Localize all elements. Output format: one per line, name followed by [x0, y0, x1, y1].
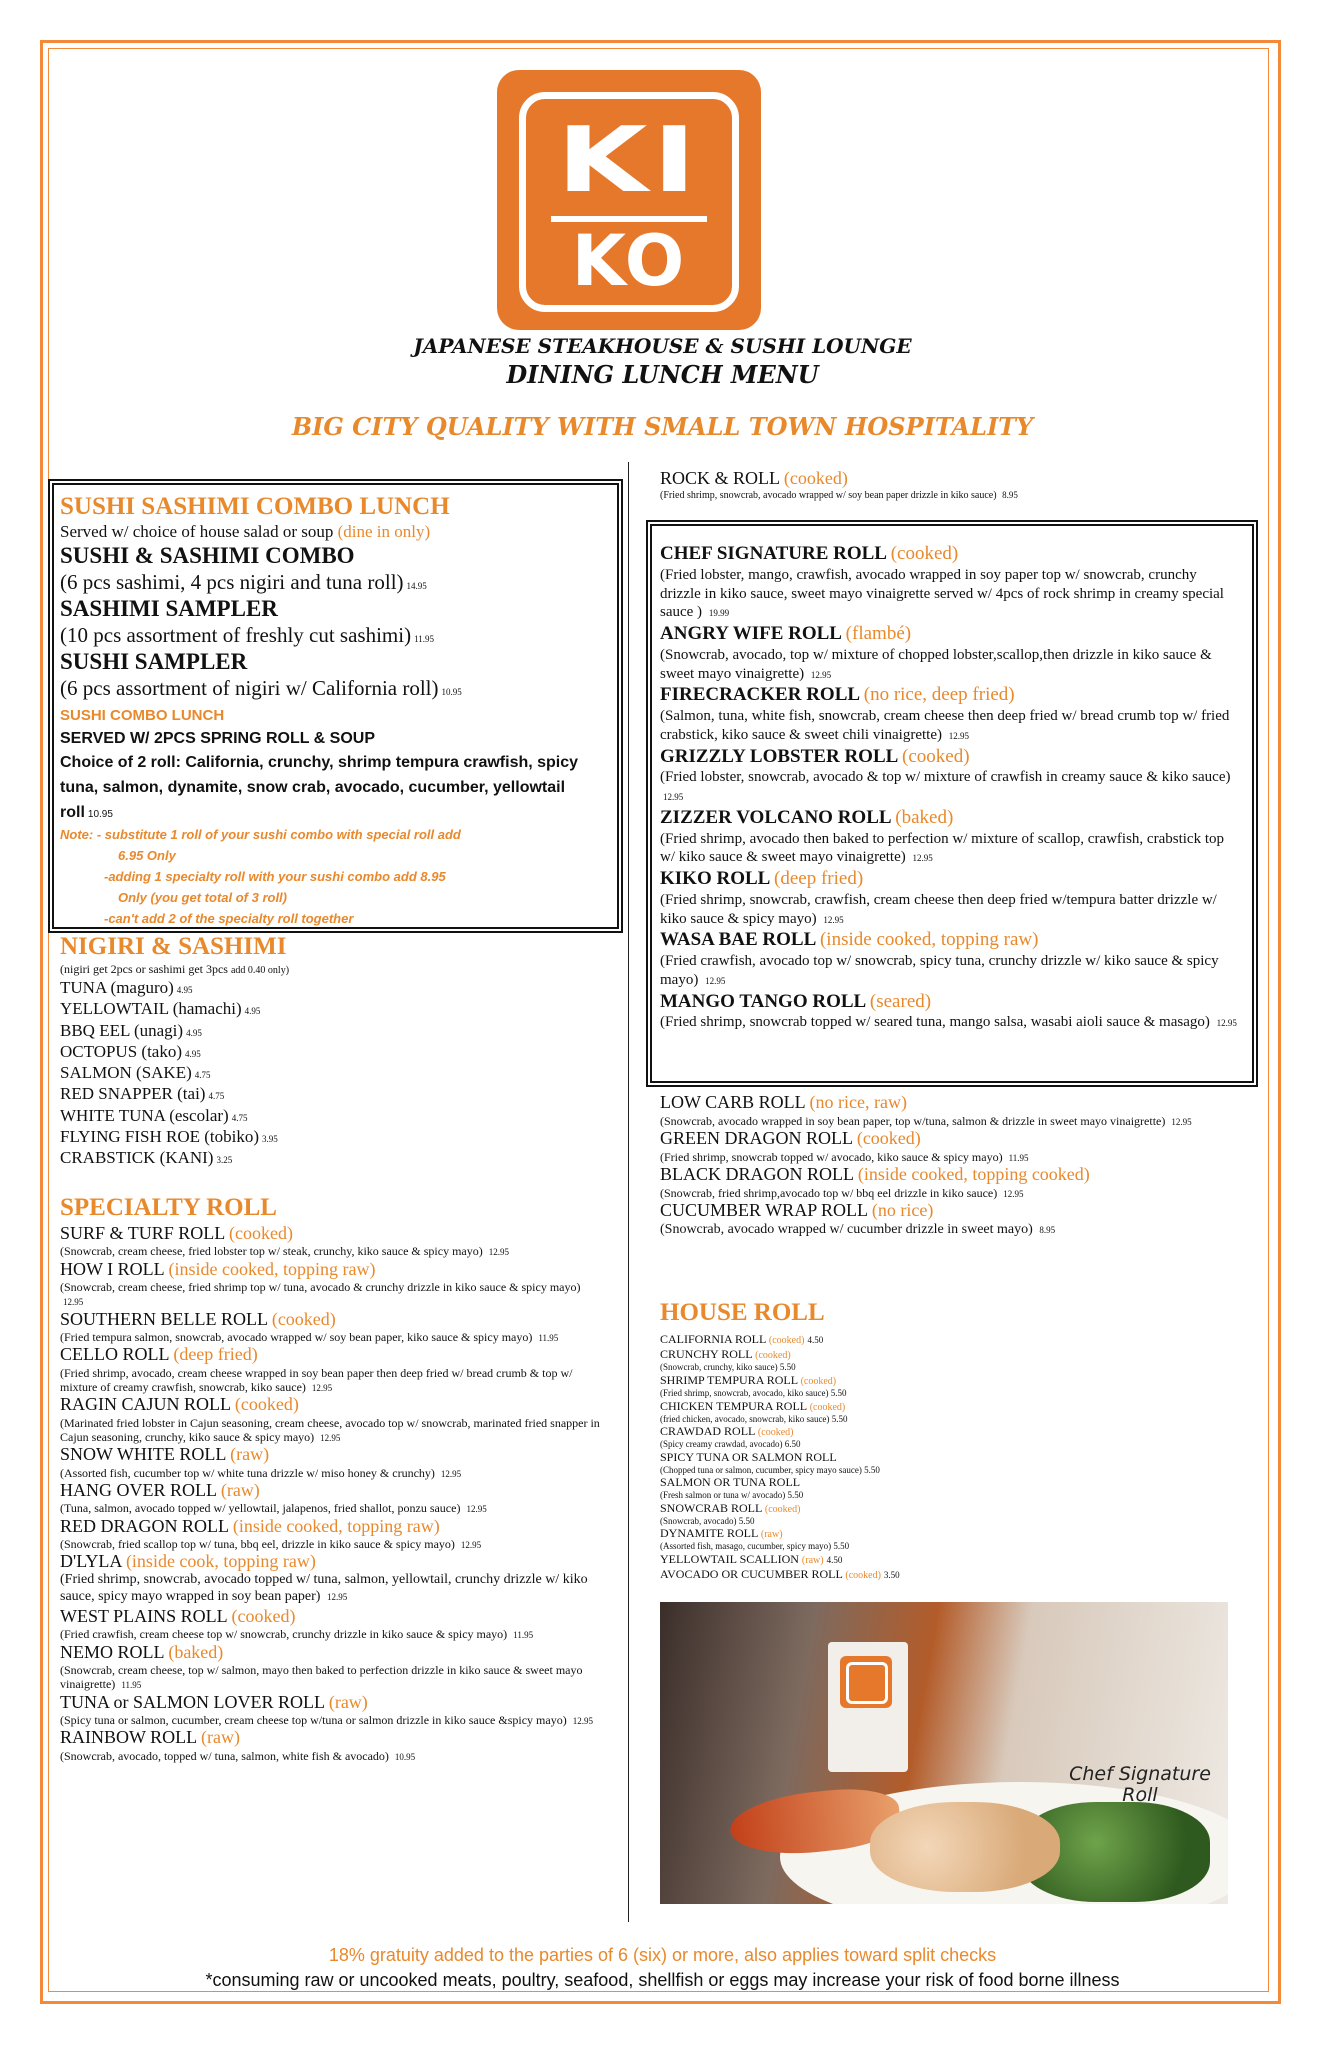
list-item: WASA BAE ROLL (inside cooked, topping raw) (Fried crawfish, avocado top w/ snowcrab, spicy tuna, crunchy drizzle w/ kiko sauce & spicy mayo) 12.95 — [660, 929, 1219, 988]
sign-card — [828, 1642, 908, 1772]
list-item: CELLO ROLL (deep fried) (Fried shrimp, avocado, cream cheese wrapped in soy bean paper then deep fried w/ bread crumb & top w/ mixture of creamy crawfish, snowcrab, kiko sauce) 12.95 — [60, 1344, 573, 1394]
specialty-section — [60, 1193, 600, 1763]
combo-item: SUSHI SAMPLER (6 pcs assortment of nigiri w/ California roll) 10.95 — [60, 648, 462, 700]
kiko-logo — [497, 70, 761, 330]
list-item: FIRECRACKER ROLL (no rice, deep fried) (Salmon, tuna, white fish, snowcrab, cream cheese then deep fried w/ bread crumb top w/ fried crabstick, kiko sauce & sweet chili vinaigrette) 12.95 — [660, 684, 1230, 743]
list-item: BLACK DRAGON ROLL (inside cooked, topping cooked) (Snowcrab, fried shrimp,avocado top w/ bbq eel drizzle in kiko sauce) 12.95 — [660, 1163, 1090, 1200]
list-item: YELLOWTAIL SCALLION (raw) 4.50 — [660, 1552, 843, 1567]
list-item: BBQ EEL (unagi) 4.95 — [60, 1020, 202, 1040]
list-item: GREEN DRAGON ROLL (cooked) (Fried shrimp, snowcrab topped w/ avocado, kiko sauce & spicy mayo) 11.95 — [660, 1127, 1029, 1164]
logo-ki: KI — [556, 108, 702, 213]
combo-served: Served w/ choice of house salad or soup (dine in only) — [60, 522, 431, 541]
list-item: SPICY TUNA OR SALMON ROLL (Chopped tuna or salmon, cucumber, spicy mayo sauce) 5.50 — [660, 1450, 880, 1475]
combo-item: SUSHI & SASHIMI COMBO (6 pcs sashimi, 4 pcs nigiri and tuna roll) 14.95 — [60, 543, 427, 594]
list-item: KIKO ROLL (deep fried) (Fried shrimp, snowcrab, crawfish, cream cheese then deep fried w/tempura batter drizzle w/ kiko sauce & spicy mayo) 12.95 — [660, 868, 1217, 927]
list-item: CRAWDAD ROLL (cooked) (Spicy creamy crawdad, avocado) 6.50 — [660, 1424, 801, 1450]
sushi-combo-heading: SUSHI COMBO LUNCH — [60, 706, 225, 724]
menu-title: DINING LUNCH MENU — [506, 360, 819, 389]
sushi-combo-served: SERVED W/ 2PCS SPRING ROLL & SOUP — [60, 729, 376, 747]
raw-food-warning: *consuming raw or uncooked meats, poultry, seafood, shellfish or eggs may increase your risk of food borne illness — [205, 1970, 1120, 1990]
list-item: CHEF SIGNATURE ROLL (cooked) (Fried lobster, mango, crawfish, avocado wrapped in soy paper top w/ snowcrab, crunchy drizzle in kiko sauce, sweet mayo vinaigrette served w/ 4pcs of rock shrimp in creamy special sauce ) 19.99 — [660, 543, 1224, 621]
list-item: RED SNAPPER (tai) 4.75 — [60, 1084, 225, 1104]
list-item: NEMO ROLL (baked) (Snowcrab, cream cheese, top w/ salmon, mayo then baked to perfection drizzle in kiko sauce & sweet mayo vinaigrette) 11.95 — [60, 1641, 583, 1692]
list-item: MANGO TANGO ROLL (seared) (Fried shrimp, snowcrab topped w/ seared tuna, mango salsa, wasabi aioli sauce & masago) 12.95 — [660, 990, 1237, 1031]
list-item: RED DRAGON ROLL (inside cooked, topping raw) (Snowcrab, fried scallop top w/ tuna, bbq eel, drizzle in kiko sauce & spicy mayo) 12.95 — [60, 1515, 482, 1551]
list-item: DYNAMITE ROLL (raw) (Assorted fish, masago, cucumber, spicy mayo) 5.50 — [660, 1526, 850, 1552]
list-item: RAGIN CAJUN ROLL (cooked) (Marinated fried lobster in Cajun seasoning, cream cheese, avocado top w/ snowcrab, marinated fried snapper in Cajun seasoning, crunchy, kiko sauce & spicy mayo) 12.95 — [60, 1394, 600, 1444]
combo-heading: SUSHI SASHIMI COMBO LUNCH — [60, 493, 450, 520]
list-item: HANG OVER ROLL (raw) (Tuna, salmon, avocado topped w/ yellowtail, jalapenos, fried shallot, ponzu sauce) 12.95 — [60, 1479, 487, 1516]
list-item: FLYING FISH ROE (tobiko) 3.95 — [60, 1126, 278, 1146]
tagline: BIG CITY QUALITY WITH SMALL TOWN HOSPITALITY — [291, 412, 1034, 441]
combo-items — [60, 542, 610, 700]
list-item: SHRIMP TEMPURA ROLL (cooked) (Fried shrimp, snowcrab, avocado, kiko sauce) 5.50 — [660, 1372, 847, 1398]
chef-section — [660, 542, 1240, 1032]
list-item: TUNA or SALMON LOVER ROLL (raw) (Spicy tuna or salmon, cucumber, cream cheese top w/tuna or salmon drizzle in kiko sauce &spicy mayo) 12.95 — [60, 1691, 593, 1727]
nigiri-note: (nigiri get 2pcs or sashimi get 3pcs add 0.40 only) — [60, 962, 290, 976]
roll-pieces — [870, 1802, 1060, 1892]
more-rolls — [660, 1092, 1230, 1238]
sign-logo-icon — [840, 1656, 892, 1708]
combo-notes: Note: - substitute 1 roll of your sushi combo with special roll add 6.95 Only -adding 1 specialty roll with your sushi combo add 8.95 Only (you get total of 3 roll) -can't add 2 of the specialty roll together — [60, 827, 461, 926]
list-item: CALIFORNIA ROLL (cooked) 4.50 — [660, 1332, 824, 1346]
house-list — [660, 1332, 1230, 1582]
house-heading: HOUSE ROLL — [660, 1299, 825, 1326]
specialty-heading: SPECIALTY ROLL — [60, 1194, 277, 1221]
combo-item: SASHIMI SAMPLER (10 pcs assortment of freshly cut sashimi) 11.95 — [60, 596, 435, 647]
list-item: WHITE TUNA (escolar) 4.75 — [60, 1105, 248, 1125]
restaurant-subtitle: JAPANESE STEAKHOUSE & SUSHI LOUNGE — [413, 334, 912, 358]
specialty-list — [60, 1223, 600, 1763]
list-item: ZIZZER VOLCANO ROLL (baked) (Fried shrimp, avocado then baked to perfection w/ mixture of scallop, crawfish, crabstick top w/ kiko sauce & sweet mayo vinaigrette) 12.95 — [660, 806, 1224, 866]
list-item: OCTOPUS (tako) 4.95 — [60, 1041, 201, 1061]
list-item: CRUNCHY ROLL (cooked) (Snowcrab, crunchy, kiko sauce) 5.50 — [660, 1347, 796, 1372]
logo-ko: KO — [571, 220, 687, 302]
list-item: TUNA (maguro) 4.95 — [60, 978, 193, 997]
nigiri-section — [60, 932, 610, 1168]
list-item: SALMON OR TUNA ROLL (Fresh salmon or tuna w/ avocado) 5.50 — [660, 1475, 804, 1500]
gratuity-note: 18% gratuity added to the parties of 6 (six) or more, also applies toward split checks — [328, 1945, 997, 1965]
list-item: LOW CARB ROLL (no rice, raw) (Snowcrab, avocado wrapped in soy bean paper, top w/tuna, salmon & drizzle in sweet mayo vinaigrette) 12.95 — [660, 1092, 1192, 1128]
list-item: SNOW WHITE ROLL (raw) (Assorted fish, cucumber top w/ white tuna drizzle w/ miso honey & crunchy) 12.95 — [60, 1444, 462, 1480]
list-item: CRABSTICK (KANI) 3.25 — [60, 1148, 233, 1167]
list-item: CHICKEN TEMPURA ROLL (cooked) (fried chicken, avocado, snowcrab, kiko sauce) 5.50 — [660, 1398, 848, 1424]
list-item: GRIZZLY LOBSTER ROLL (cooked) (Fried lobster, snowcrab, avocado & top w/ mixture of crawfish in creamy sauce & kiko sauce) 12.95 — [660, 745, 1231, 802]
list-item: ANGRY WIFE ROLL (flambé) (Snowcrab, avocado, top w/ mixture of chopped lobster,scallop,then drizzle in kiko sauce & sweet mayo vinaigrette) 12.95 — [660, 623, 1212, 682]
list-item: SURF & TURF ROLL (cooked) (Snowcrab, cream cheese, fried lobster top w/ steak, crunchy, kiko sauce & spicy mayo) 12.95 — [60, 1223, 509, 1259]
list-item: HOW I ROLL (inside cooked, topping raw) (Snowcrab, cream cheese, fried shrimp top w/ tuna, avocado & crunchy drizzle in kiko sauce & spicy mayo) 12.95 — [60, 1258, 581, 1308]
list-item: SNOWCRAB ROLL (cooked) (Snowcrab, avocado) 5.50 — [660, 1500, 801, 1526]
rock-roll: ROCK & ROLL (cooked) (Fried shrimp, snowcrab, avocado wrapped w/ soy bean paper drizzle in kiko sauce) 8.95 — [660, 468, 1018, 501]
column-divider — [628, 462, 629, 1922]
combo-section — [60, 492, 610, 929]
photo-caption: Chef Signature Roll — [1069, 1763, 1211, 1806]
list-item: YELLOWTAIL (hamachi) 4.95 — [60, 999, 261, 1019]
list-item: CUCUMBER WRAP ROLL (no rice) (Snowcrab, avocado wrapped w/ cucumber drizzle in sweet mayo) 8.95 — [660, 1199, 1056, 1237]
nigiri-list — [60, 977, 610, 1168]
house-section — [660, 1298, 1230, 1582]
list-item: AVOCADO OR CUCUMBER ROLL (cooked) 3.50 — [660, 1567, 900, 1582]
sushi-combo-choice: Choice of 2 roll: California, crunchy, shrimp tempura crawfish, spicy tuna, salmon, dynamite, snow crab, avocado, cucumber, yellowtail roll 10.95 — [60, 753, 579, 821]
list-item: SALMON (SAKE) 4.75 — [60, 1063, 211, 1082]
list-item: RAINBOW ROLL (raw) (Snowcrab, avocado, topped w/ tuna, salmon, white fish & avocado) 10.95 — [60, 1727, 416, 1763]
nigiri-heading: NIGIRI & SASHIMI — [60, 933, 287, 960]
list-item: D'LYLA (inside cook, topping raw) (Fried shrimp, snowcrab, avocado topped w/ tuna, salmon, yellowtail, crunchy drizzle w/ kiko sauce, spicy mayo wrapped in soy bean paper) 12.95 — [60, 1551, 588, 1605]
list-item: WEST PLAINS ROLL (cooked) (Fried crawfish, cream cheese top w/ snowcrab, crunchy drizzle in kiko sauce & spicy mayo) 11.95 — [60, 1606, 534, 1642]
chef-signature-roll-photo — [660, 1602, 1228, 1904]
list-item: SOUTHERN BELLE ROLL (cooked) (Fried tempura salmon, snowcrab, avocado wrapped w/ soy bean paper, kiko sauce & spicy mayo) 11.95 — [60, 1308, 559, 1344]
